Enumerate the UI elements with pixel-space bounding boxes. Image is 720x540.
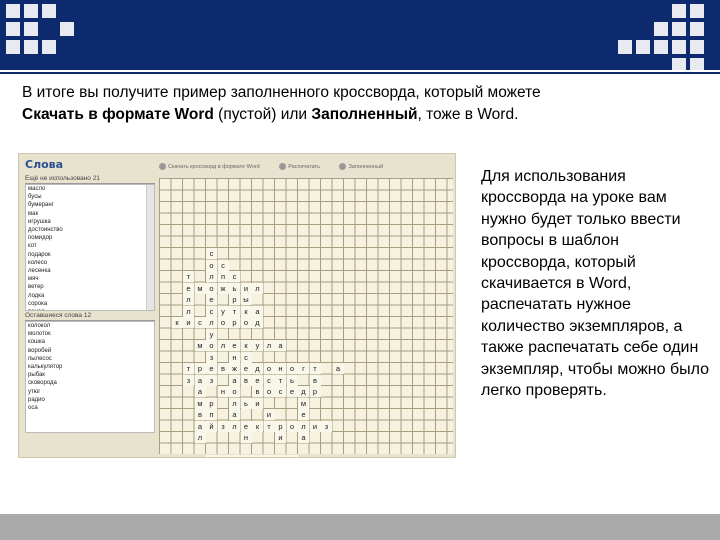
crossword-cell: р	[206, 398, 217, 409]
crossword-cell: а	[195, 421, 206, 432]
crossword-cell: а	[333, 363, 344, 374]
printer-icon	[279, 163, 286, 170]
word-list-item[interactable]: бумеранг	[28, 202, 54, 209]
sidebar-title: Слова	[25, 158, 64, 171]
crossword-cell: л	[206, 317, 217, 328]
crossword-cell: и	[264, 409, 275, 420]
crossword-cell: й	[206, 421, 217, 432]
crossword-cell: о	[206, 283, 217, 294]
footer-band	[0, 514, 720, 540]
crossword-cell: е	[241, 363, 252, 374]
crossword-toolbar	[159, 158, 453, 176]
crossword-cell: и	[252, 398, 263, 409]
word-list-item[interactable]: пылесос	[28, 355, 52, 362]
crossword-cell: с	[264, 375, 275, 386]
word-list-item[interactable]: лодка	[28, 292, 45, 299]
crossword-cell: о	[241, 317, 252, 328]
explanation-text: Для использования кроссворда на уроке вам нужно будет только ввести вопросы в шаблон кроссворда, который скачивается в Word, распечатать нужное количество экземпляров, а также распечатать себе один экземпляр, чтобы можно было легко проверять.	[481, 168, 710, 400]
crossword-cell: о	[206, 260, 217, 271]
word-list-item[interactable]: достоинство	[28, 227, 63, 234]
crossword-cell: л	[206, 271, 217, 282]
header-tile	[672, 4, 686, 18]
header-tile	[24, 40, 38, 54]
crossword-cell: л	[298, 421, 309, 432]
header-tile	[690, 22, 704, 36]
crossword-cell: а	[229, 375, 240, 386]
crossword-cell: л	[218, 340, 229, 351]
crossword-cell: ь	[241, 398, 252, 409]
crossword-cell: з	[206, 352, 217, 363]
crossword-cell: ь	[287, 375, 298, 386]
header-tile	[618, 40, 632, 54]
crossword-cell: и	[241, 283, 252, 294]
crossword-cell: а	[252, 306, 263, 317]
crossword-cell: у	[252, 340, 263, 351]
crossword-cell	[206, 455, 217, 458]
crossword-cell: о	[287, 421, 298, 432]
header-tile	[690, 4, 704, 18]
crossword-cell: с	[229, 271, 240, 282]
word-list-item[interactable]: ветер	[28, 284, 44, 291]
words-sidebar	[25, 158, 155, 454]
word-list-item[interactable]: мяч	[28, 276, 39, 283]
crossword-cell: ы	[241, 294, 252, 305]
crossword-cell: т	[183, 363, 194, 374]
crossword-cell: к	[241, 306, 252, 317]
crossword-cell: и	[310, 421, 321, 432]
unused-section-label: Ещё не использовано 21	[25, 174, 155, 184]
crossword-cell: с	[206, 248, 217, 259]
filled-button[interactable]: Заполненный	[339, 164, 383, 170]
crossword-cell: т	[310, 363, 321, 374]
crossword-cell: е	[287, 386, 298, 397]
remaining-word-list[interactable]	[25, 321, 155, 433]
crossword-cell: р	[310, 386, 321, 397]
crossword-cell: е	[252, 375, 263, 386]
header-tile	[654, 22, 668, 36]
crossword-cell: в	[252, 386, 263, 397]
word-list-item[interactable]: игрушка	[28, 218, 51, 225]
crossword-cell: о	[264, 363, 275, 374]
crossword-cell	[218, 455, 229, 458]
crossword-cell: м	[195, 340, 206, 351]
download-word-button[interactable]: Скачать кроссворд в формате Word	[159, 164, 260, 170]
crossword-cell: п	[218, 271, 229, 282]
word-list-item[interactable]: мак	[28, 210, 39, 217]
intro-line-2: Скачать в формате Word (пустой) или Заполненный, тоже в Word.	[22, 106, 519, 123]
list-scrollbar[interactable]	[146, 185, 154, 310]
header-tile	[654, 40, 668, 54]
crossword-cell: и	[275, 432, 286, 443]
crossword-cell: а	[275, 340, 286, 351]
crossword-cell: а	[298, 432, 309, 443]
filled-link[interactable]: Заполненный	[311, 106, 418, 123]
crossword-cell: м	[195, 283, 206, 294]
header-tile	[690, 40, 704, 54]
header-tile	[24, 4, 38, 18]
header-tile	[42, 4, 56, 18]
word-list-item[interactable]: радио	[28, 396, 45, 403]
crossword-cell: н	[218, 386, 229, 397]
crossword-cell: т	[229, 306, 240, 317]
crossword-cell: л	[229, 421, 240, 432]
remaining-section-label: Оставшиеся слова 12	[25, 311, 155, 321]
crossword-cell: р	[275, 421, 286, 432]
crossword-cell: с	[218, 260, 229, 271]
header-tile	[60, 22, 74, 36]
crossword-cell: д	[298, 386, 309, 397]
crossword-cell: ь	[229, 283, 240, 294]
crossword-area	[159, 158, 453, 454]
crossword-cell: а	[195, 375, 206, 386]
crossword-cell: л	[229, 398, 240, 409]
crossword-cell: а	[195, 386, 206, 397]
crossword-cell: л	[264, 340, 275, 351]
crossword-cell: т	[264, 421, 275, 432]
word-list-item[interactable]: утюг	[28, 388, 41, 395]
crossword-cell: л	[183, 294, 194, 305]
crossword-cell: с	[241, 352, 252, 363]
crossword-cell: в	[241, 375, 252, 386]
word-list-item[interactable]: подарок	[28, 251, 51, 258]
crossword-cell: в	[310, 375, 321, 386]
crossword-cell: п	[206, 409, 217, 420]
crossword-cell	[275, 455, 286, 458]
crossword-cell: д	[252, 317, 263, 328]
crossword-cell: р	[229, 294, 240, 305]
word-list-item[interactable]: сорока	[28, 300, 48, 307]
header-tile	[6, 4, 20, 18]
crossword-cell: г	[298, 363, 309, 374]
word-list-item[interactable]	[26, 308, 154, 311]
crossword-cell: т	[275, 375, 286, 386]
word-list-item[interactable]: масло	[28, 186, 46, 192]
word-list-item[interactable]: молоток	[28, 331, 51, 338]
crossword-cell: л	[195, 432, 206, 443]
crossword-cell: м	[195, 398, 206, 409]
header-tile	[672, 58, 686, 72]
header-band	[0, 0, 720, 70]
crossword-cell: к	[252, 421, 263, 432]
crossword-cell: е	[206, 294, 217, 305]
header-tile	[690, 58, 704, 72]
crossword-cell: н	[229, 352, 240, 363]
word-list-item[interactable]: лесенка	[28, 268, 51, 275]
word-list-item[interactable]: калькулятор	[28, 364, 63, 371]
word-icon	[159, 163, 166, 170]
crossword-cell: к	[241, 340, 252, 351]
crossword-cell: н	[275, 363, 286, 374]
word-list-item[interactable]: рыбак	[28, 372, 45, 379]
crossword-cell: у	[206, 329, 217, 340]
crossword-cell: с	[195, 317, 206, 328]
crossword-cell: о	[206, 340, 217, 351]
crossword-cell: е	[298, 409, 309, 420]
check-icon	[339, 163, 346, 170]
print-button[interactable]: Распечатать	[279, 164, 320, 170]
crossword-cell	[252, 455, 263, 458]
crossword-cell	[287, 455, 298, 458]
crossword-cell	[264, 455, 275, 458]
crossword-cell: о	[218, 317, 229, 328]
crossword-cell: о	[264, 386, 275, 397]
crossword-cell	[229, 455, 240, 458]
crossword-cell: с	[206, 306, 217, 317]
crossword-screenshot	[18, 153, 456, 458]
crossword-cell: з	[321, 421, 332, 432]
word-list-item[interactable]: сковорода	[28, 380, 57, 387]
header-tile	[6, 22, 20, 36]
crossword-cell	[241, 455, 252, 458]
intro-line-1: В итоге вы получите пример заполненного кроссворда, который можете	[22, 84, 541, 101]
word-list-item[interactable]: колокол	[28, 323, 51, 329]
word-list-item[interactable]: воробей	[28, 347, 52, 354]
crossword-cell: е	[241, 421, 252, 432]
crossword-cell: н	[241, 432, 252, 443]
crossword-cell: в	[218, 363, 229, 374]
crossword-cell: е	[206, 363, 217, 374]
crossword-cell: е	[183, 283, 194, 294]
crossword-cell: т	[183, 271, 194, 282]
crossword-cell: ж	[218, 283, 229, 294]
crossword-cell: з	[218, 421, 229, 432]
crossword-cell: у	[218, 306, 229, 317]
crossword-cell: з	[183, 375, 194, 386]
word-list-item[interactable]: бусы	[28, 194, 42, 201]
crossword-letters	[159, 178, 453, 454]
word-list-item[interactable]: кошка	[28, 339, 45, 346]
unused-word-list[interactable]	[25, 184, 155, 311]
header-tile	[672, 22, 686, 36]
word-list-item[interactable]: колесо	[28, 259, 48, 266]
crossword-cell: а	[229, 409, 240, 420]
crossword-cell: р	[195, 363, 206, 374]
word-list-item[interactable]: оса	[28, 405, 38, 412]
header-tile	[42, 40, 56, 54]
crossword-cell: р	[229, 317, 240, 328]
header-line	[0, 72, 720, 74]
crossword-cell: к	[172, 317, 183, 328]
download-word-link[interactable]: Скачать в формате Word	[22, 106, 214, 123]
word-list-item[interactable]: кот	[28, 243, 37, 250]
crossword-cell: ж	[229, 363, 240, 374]
word-list-item[interactable]: помидор	[28, 235, 53, 242]
crossword-cell: л	[252, 283, 263, 294]
crossword-cell: о	[229, 386, 240, 397]
header-tile	[6, 40, 20, 54]
crossword-cell: л	[183, 306, 194, 317]
intro-text	[22, 82, 712, 126]
crossword-cell: з	[206, 375, 217, 386]
crossword-cell: с	[275, 386, 286, 397]
crossword-cell: м	[298, 398, 309, 409]
crossword-cell: в	[195, 409, 206, 420]
crossword-cell: о	[287, 363, 298, 374]
crossword-cell: е	[229, 340, 240, 351]
crossword-cell: и	[183, 317, 194, 328]
header-tile	[24, 22, 38, 36]
header-tile	[636, 40, 650, 54]
header-tile	[672, 40, 686, 54]
crossword-cell: д	[252, 363, 263, 374]
